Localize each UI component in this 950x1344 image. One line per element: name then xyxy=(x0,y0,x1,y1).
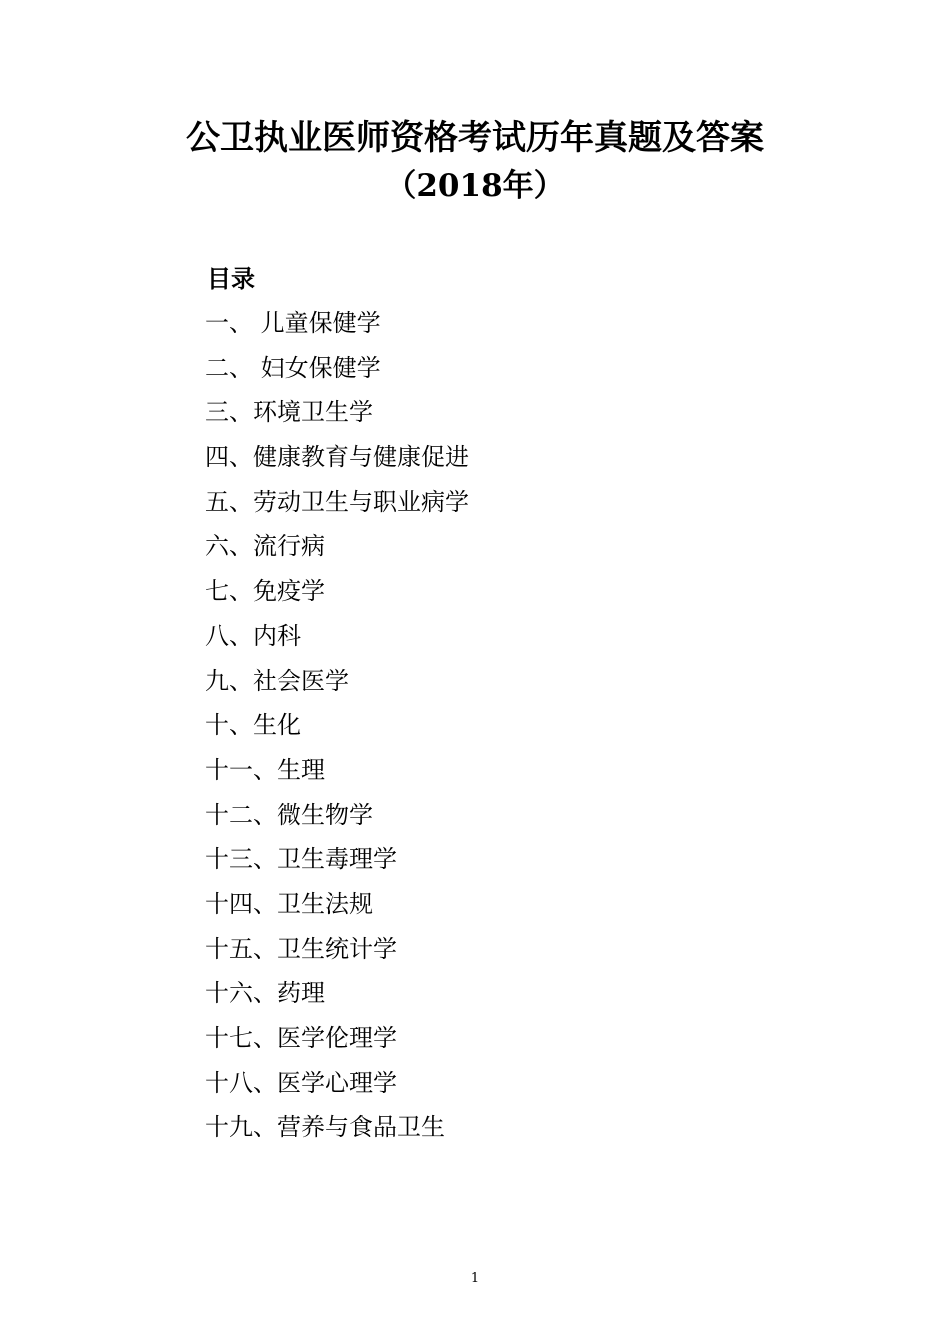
toc-item: 十九、营养与食品卫生 xyxy=(205,1113,445,1142)
toc-list xyxy=(205,308,469,1157)
toc-item: 十四、卫生法规 xyxy=(205,889,373,918)
toc-item: 二、 妇女保健学 xyxy=(205,353,381,382)
toc-item: 十五、卫生统计学 xyxy=(205,934,397,963)
page-number: 1 xyxy=(470,1271,480,1286)
toc-item: 一、 儿童保健学 xyxy=(205,309,381,337)
toc-item: 七、免疫学 xyxy=(205,577,325,606)
toc-item: 三、环境卫生学 xyxy=(205,398,373,427)
toc-item: 六、流行病 xyxy=(205,532,325,561)
toc-item: 十、生化 xyxy=(205,711,301,740)
toc-item: 十八、医学心理学 xyxy=(205,1068,397,1097)
toc-item: 十二、微生物学 xyxy=(205,800,373,829)
document-title: 公卫执业医师资格考试历年真题及答案 xyxy=(186,118,764,158)
toc-item: 十七、医学伦理学 xyxy=(205,1024,397,1052)
toc-item: 十三、卫生毒理学 xyxy=(205,845,397,874)
toc-item: 八、内科 xyxy=(205,621,301,650)
toc-item: 四、健康教育与健康促进 xyxy=(205,443,469,472)
toc-item: 十一、生理 xyxy=(205,755,325,784)
toc-heading: 目录 xyxy=(207,264,255,293)
document-subtitle-year: （2018年） xyxy=(385,168,565,204)
toc-item: 十六、药理 xyxy=(205,979,325,1008)
toc-item: 五、劳动卫生与职业病学 xyxy=(205,487,469,516)
toc-item: 九、社会医学 xyxy=(205,666,349,695)
